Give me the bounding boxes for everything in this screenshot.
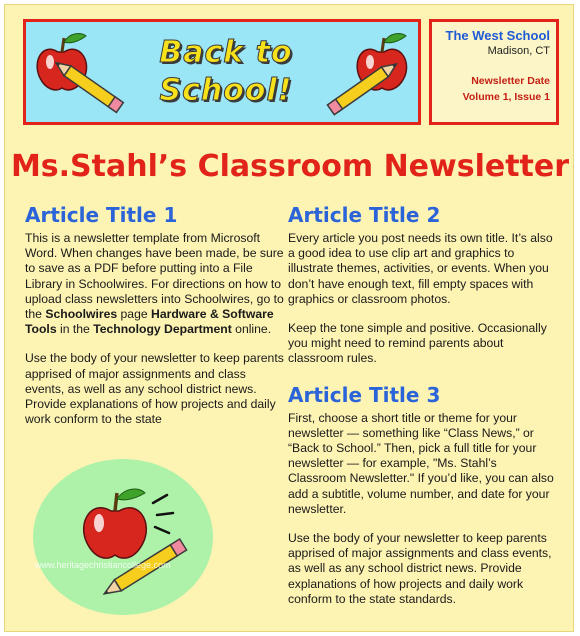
article-1-text: This is a newsletter template from Microsoft Word. When changes have been made, be sure to save as a PDF before putting into a File Library in Schoolwires. For directions on how to upload class newsletters into Schoolwires, go to the: [25, 231, 284, 322]
watermark: www.heritagechristiancollege.com: [35, 560, 171, 570]
school-name: The West School: [445, 28, 550, 43]
article-3-paragraph-1: First, choose a short title or theme for your newsletter — something like “Class News,” or “Back to School.” Then, pick a full title for your newsletter — for example, "Ms. Stahl’s Classroom Newsletter." If you’d like, you can also add a subtitle, volume number, and date for your newsletter.: [288, 410, 554, 516]
newsletter-date: Newsletter Date: [471, 75, 550, 87]
article-1-bold-department: Technology Department: [93, 322, 232, 337]
newsletter-title: Ms.Stahl’s Classroom Newsletter: [10, 149, 570, 184]
article-1-text: in the: [56, 322, 94, 337]
article-3-title: Article Title 3: [288, 382, 441, 407]
article-2-paragraph-1: Every article you post needs its own title. It’s also a good idea to use clip art and graphics to illustrate themes, activities, or events. When you don’t have enough text, fill empty spaces with graphics or classroom photos.: [288, 231, 553, 306]
left-column: [25, 203, 287, 441]
newsletter-volume: Volume 1, Issue 1: [462, 91, 550, 103]
apple-pencil-left-icon: [32, 28, 128, 120]
article-2-title: Article Title 2: [288, 203, 441, 227]
banner-title-line2: School!: [159, 73, 293, 108]
article-1-text: online.: [231, 322, 272, 337]
article-1-paragraph-1: [25, 231, 287, 337]
apple-pencil-clipart-icon: [33, 459, 213, 615]
article-1-text: page: [117, 307, 152, 322]
article-1-paragraph-2: Use the body of your newsletter to keep parents apprised of major assignments and class events, as well as any school district news. Provide explanations of how projects and daily work conform to the state: [25, 351, 284, 427]
sparkle-lines: [153, 495, 173, 533]
article-1-bold-schoolwires: Schoolwires: [45, 307, 118, 322]
article-3-paragraph-2: Use the body of your newsletter to keep parents apprised of major assignments and class events, as well as any school district news. Provide explanations of how projects and daily work conform to the state standards.: [288, 531, 552, 606]
article-2-paragraph-2: Keep the tone simple and positive. Occasionally you might need to remind parents about classroom rules.: [288, 321, 547, 366]
right-column: [288, 203, 554, 621]
clipart-oval: [33, 459, 213, 615]
school-city: Madison, CT: [487, 45, 550, 57]
article-1-title: Article Title 1: [25, 203, 178, 227]
apple-icon: [84, 489, 147, 558]
back-to-school-banner: [23, 19, 421, 125]
article-1-bold-tools: Hardware & Software Tools: [25, 307, 274, 337]
school-info-box: [429, 19, 559, 125]
apple-pencil-right-icon: [322, 26, 418, 120]
banner-title: [136, 34, 316, 110]
newsletter-page: [4, 4, 574, 632]
banner-title-line1: Back to: [159, 35, 293, 70]
